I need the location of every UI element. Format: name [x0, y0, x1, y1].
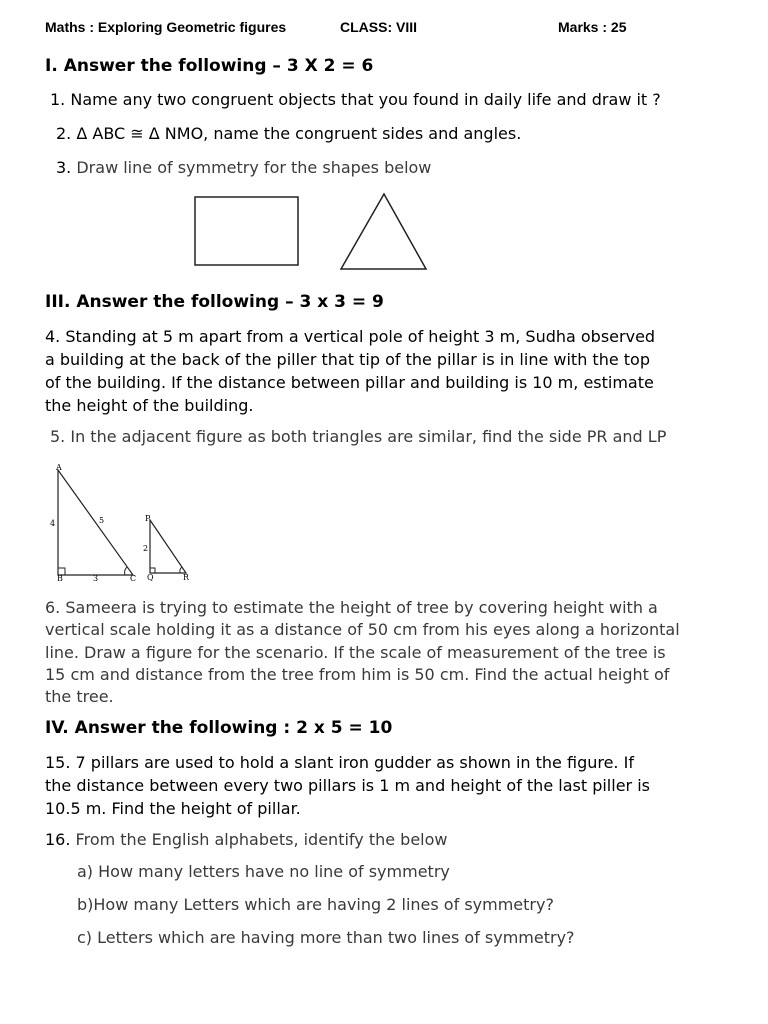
label-side-pq: 2 [143, 544, 149, 553]
question-16-a: a) How many letters have no line of symmetry [77, 862, 450, 881]
label-r: R [183, 573, 190, 582]
question-16-number: 16. [45, 830, 71, 849]
question-3-number: 3. [56, 158, 72, 177]
question-15-line: 10.5 m. Find the height of pillar. [45, 799, 301, 818]
triangle-shape [341, 194, 426, 269]
symmetry-shapes [180, 182, 440, 282]
question-3 [56, 158, 431, 177]
question-15-line: 15. 7 pillars are used to hold a slant iron gudder as shown in the figure. If [45, 753, 634, 772]
label-b: B [57, 574, 63, 583]
label-q: Q [147, 573, 154, 582]
question-6-line: the tree. [45, 687, 114, 707]
subject-title: Maths : Exploring Geometric figures [45, 19, 287, 35]
marks-label: Marks : 25 [558, 19, 627, 35]
question-6-line: 6. Sameera is trying to estimate the height of tree by covering height with a [45, 598, 658, 617]
question-16-c: c) Letters which are having more than two lines of symmetry? [77, 928, 575, 947]
question-15-line: the distance between every two pillars is 1 m and height of the last piller is [45, 776, 650, 795]
question-15 [45, 751, 735, 820]
section-1-heading: I. Answer the following – 3 X 2 = 6 [45, 56, 374, 76]
question-4-line: the height of the building. [45, 396, 254, 415]
label-p: P [145, 514, 151, 523]
label-side-bc: 3 [93, 574, 99, 583]
question-16-b: b)How many Letters which are having 2 lines of symmetry? [77, 895, 554, 914]
question-5: 5. In the adjacent figure as both triangles are similar, find the side PR and LP [50, 427, 667, 446]
rectangle-shape [195, 197, 298, 265]
question-6 [45, 597, 735, 708]
question-4-line: a building at the back of the piller that tip of the pillar is in line with the top [45, 350, 650, 369]
question-6-line: line. Draw a figure for the scenario. If the scale of measurement of the tree is [45, 642, 666, 662]
question-16-text: From the English alphabets, identify the below [75, 830, 448, 849]
question-3-text: Draw line of symmetry for the shapes below [76, 158, 432, 177]
question-6-line: vertical scale holding it as a distance of 50 cm from his eyes along a horizontal [45, 620, 680, 640]
question-2: 2. Δ ABC ≅ Δ NMO, name the congruent sides and angles. [56, 124, 522, 143]
question-4-line: 4. Standing at 5 m apart from a vertical pole of height 3 m, Sudha observed [45, 327, 656, 346]
triangle-pqr [143, 514, 190, 582]
triangle-abc [50, 463, 136, 583]
question-4-line: of the building. If the distance between pillar and building is 10 m, estimate [45, 373, 654, 392]
label-side-ab: 4 [50, 519, 56, 528]
question-4 [45, 325, 735, 417]
question-1: 1. Name any two congruent objects that you found in daily life and draw it ? [50, 90, 661, 109]
question-6-line: 15 cm and distance from the tree from him is 50 cm. Find the actual height of [45, 664, 670, 684]
section-4-heading: IV. Answer the following : 2 x 5 = 10 [45, 718, 393, 738]
similar-triangles-figure [45, 460, 205, 588]
label-a: A [56, 463, 62, 472]
question-16 [45, 830, 447, 849]
class-label: CLASS: VIII [340, 19, 418, 35]
label-side-ac: 5 [99, 516, 105, 525]
section-3-heading: III. Answer the following – 3 x 3 = 9 [45, 292, 384, 312]
label-c: C [130, 574, 137, 583]
